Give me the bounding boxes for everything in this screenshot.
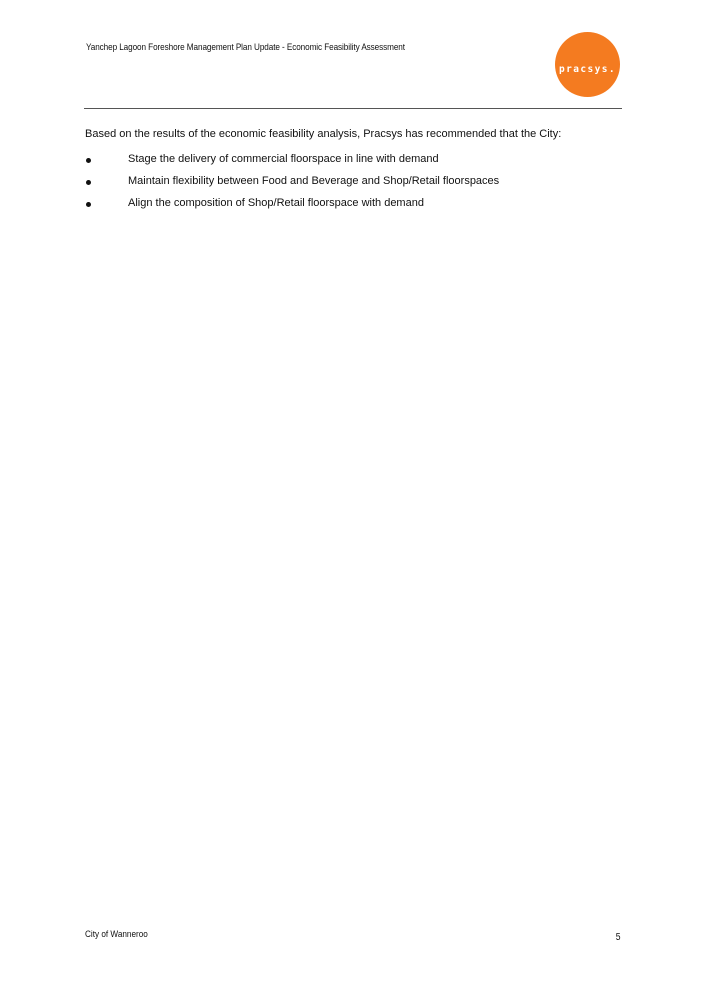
logo-text: pracsys. — [559, 64, 616, 75]
intro-paragraph: Based on the results of the economic feasibility analysis, Pracsys has recommended that the City: — [85, 128, 562, 140]
bullet-icon — [86, 180, 91, 185]
pracsys-logo — [555, 32, 620, 97]
footer-organisation: City of Wanneroo — [85, 929, 148, 940]
document-header-title: Yanchep Lagoon Foreshore Management Plan Update - Economic Feasibility Assessment — [86, 42, 405, 53]
header-divider — [84, 108, 622, 109]
page-number: 5 — [616, 932, 621, 943]
list-item-text: Maintain flexibility between Food and Beverage and Shop/Retail floorspaces — [128, 175, 500, 187]
bullet-icon — [86, 158, 91, 163]
list-item-text: Align the composition of Shop/Retail floorspace with demand — [128, 197, 424, 209]
list-item-text: Stage the delivery of commercial floorspace in line with demand — [128, 153, 439, 165]
bullet-icon — [86, 202, 91, 207]
